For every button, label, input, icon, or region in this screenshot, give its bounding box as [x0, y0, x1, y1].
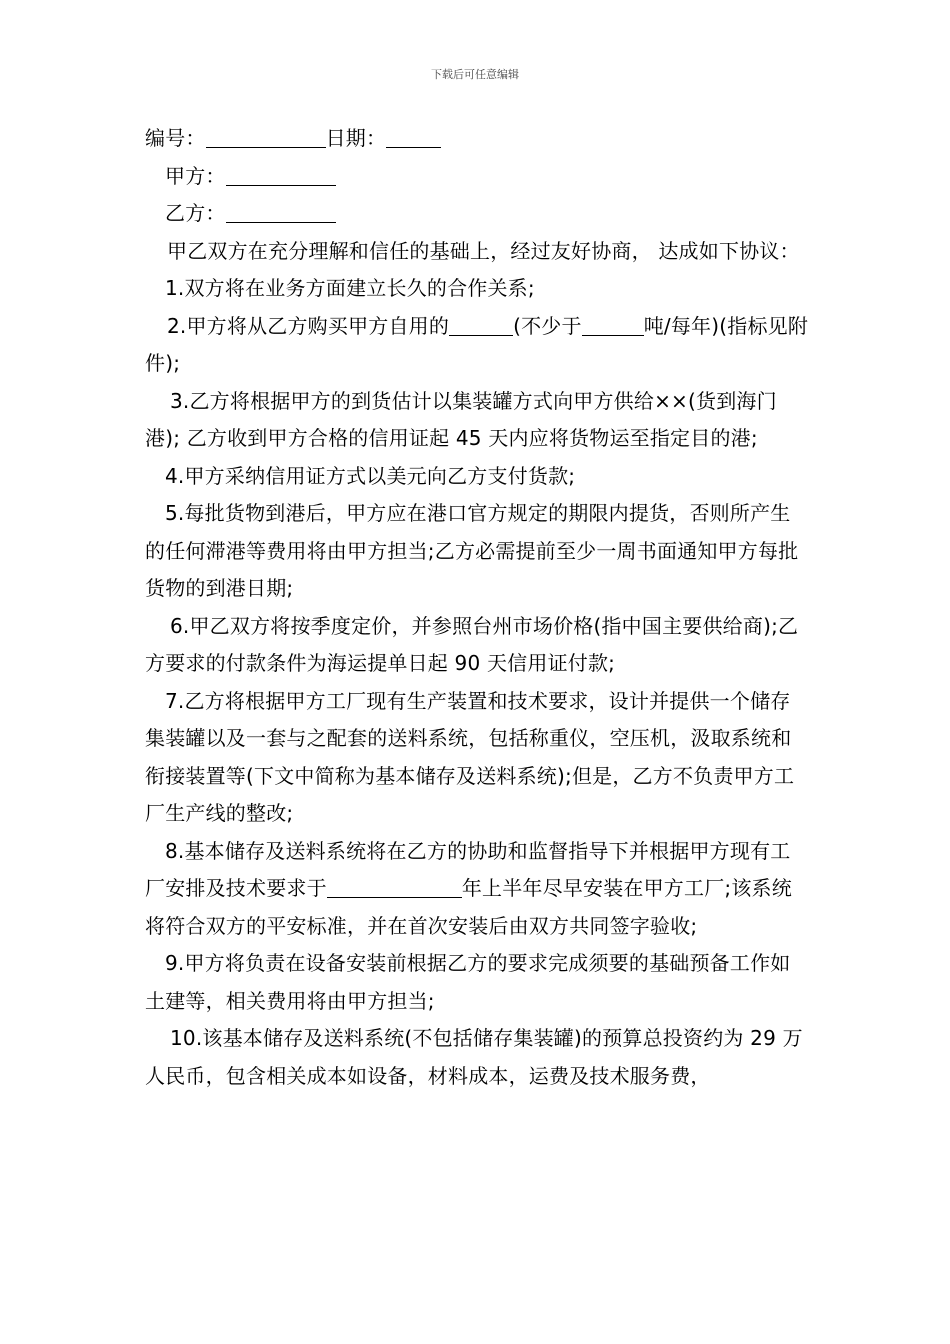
- clause-5: 5.每批货物到港后，甲方应在港口官方规定的期限内提货，否则所产生的任何滞港等费用将由甲方担当;乙方必需提前至少一周书面通知甲方每批货物的到港日期;: [145, 501, 799, 600]
- clause-10: 10.该基本储存及送料系统(不包括储存集装罐)的预算总投资约为 29 万人民币，包含相关成本如设备，材料成本，运费及技术服务费，: [145, 1026, 803, 1088]
- clause-2-text-a: 2.甲方将从乙方购买甲方自用的: [167, 313, 450, 338]
- intro-paragraph: 甲乙双方在充分理解和信任的基础上，经过友好协商， 达成如下协议：: [167, 238, 800, 263]
- number-label: 编号：: [145, 126, 206, 150]
- clause-2: [145, 308, 810, 383]
- clause-2-product-blank: [449, 313, 513, 336]
- clause-3: 3.乙方将根据甲方的到货估计以集装罐方式向甲方供给××(货到海门港); 乙方收到甲方合格的信用证起 45 天内应将货物运至指定目的港;: [145, 388, 777, 450]
- clause-7: 7.乙方将根据甲方工厂现有生产装置和技术要求，设计并提供一个储存集装罐以及一套与之配套的送料系统，包括称重仪，空压机，汲取系统和衔接装置等(下文中简称为基本储存及送料系统);但是，乙方不负责甲方工厂生产线的整改;: [145, 688, 795, 825]
- clause-9: 9.甲方将负责在设备安装前根据乙方的要求完成须要的基础预备工作如土建等，相关费用将由甲方担当;: [145, 951, 791, 1013]
- clause-2-text-b: (不少于: [513, 313, 582, 338]
- clause-1: 1.双方将在业务方面建立长久的合作关系;: [165, 276, 535, 300]
- number-date-line: [145, 120, 810, 158]
- clause-6: 6.甲乙双方将按季度定价，并参照台州市场价格(指中国主要供给商);乙方要求的付款条件为海运提单日起 90 天信用证付款;: [145, 613, 799, 675]
- party-a-blank: [226, 163, 336, 186]
- number-blank: [206, 125, 326, 148]
- party-a-line: [145, 158, 810, 196]
- clause-8-text-b: 年上半年尽早安装在甲方工厂;该系统将符合双方的平安标准，并在首次安装后由双方共同签字验收;: [145, 876, 792, 938]
- clause-4: 4.甲方采纳信用证方式以美元向乙方支付货款;: [165, 463, 576, 488]
- clause-2-text-c: 吨/每年)(指标见附件);: [145, 313, 809, 375]
- party-a-label: 甲方：: [165, 163, 226, 188]
- date-blank: [386, 125, 441, 148]
- party-b-line: [145, 195, 810, 233]
- party-b-label: 乙方：: [165, 201, 226, 225]
- document-body: [145, 120, 810, 1095]
- clause-2-quantity-blank: [582, 313, 644, 336]
- date-label: 日期：: [325, 126, 387, 150]
- party-b-blank: [226, 200, 336, 223]
- clause-8-year-blank: [327, 875, 462, 898]
- page-header: 下载后可任意编辑: [431, 68, 519, 81]
- clause-8: [145, 833, 810, 946]
- clause-8-text-a: 8.基本储存及送料系统将在乙方的协助和监督指导下并根据甲方现有工厂安排及技术要求于: [145, 838, 791, 900]
